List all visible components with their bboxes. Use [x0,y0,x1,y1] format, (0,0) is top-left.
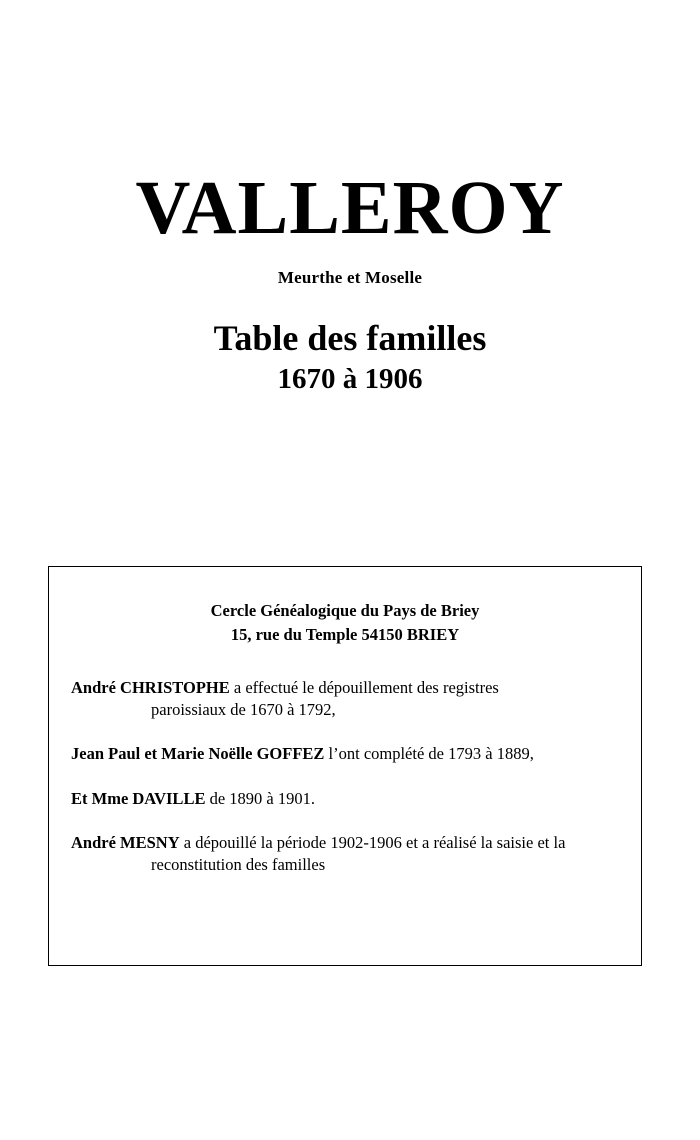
organization-name: Cercle Généalogique du Pays de Briey [210,601,480,620]
document-subtitle: Table des familles [213,318,487,358]
credit-list [49,677,641,877]
date-range: 1670 à 1906 [277,362,423,395]
credit-person: Jean Paul et Marie Noëlle GOFFEZ [71,744,325,764]
region-subtitle: Meurthe et Moselle [277,268,423,287]
credit-continuation: reconstitution des familles [151,855,326,875]
organization-address: 15, rue du Temple 54150 BRIEY [230,624,460,644]
document-page [0,166,700,1140]
credit-text: a effectué le dépouillement des registres [229,677,499,697]
page-title: VALLEROY [135,166,565,250]
list-item [71,743,601,765]
organization-block [49,599,641,647]
list-item [71,832,601,877]
credit-person: Et Mme DAVILLE [71,788,206,808]
credit-continuation: paroissiaux de 1670 à 1792, [151,700,336,720]
list-item [71,677,601,722]
credit-text: de 1890 à 1901. [205,788,315,808]
credit-text: a dépouillé la période 1902-1906 et a réalisé la saisie et la [179,832,566,852]
credit-text: l’ont complété de 1793 à 1889, [324,744,534,764]
credits-box [48,566,642,966]
credit-person: André MESNY [71,832,180,852]
list-item [71,788,601,810]
credit-person: André CHRISTOPHE [71,677,230,697]
title-block [0,166,700,395]
